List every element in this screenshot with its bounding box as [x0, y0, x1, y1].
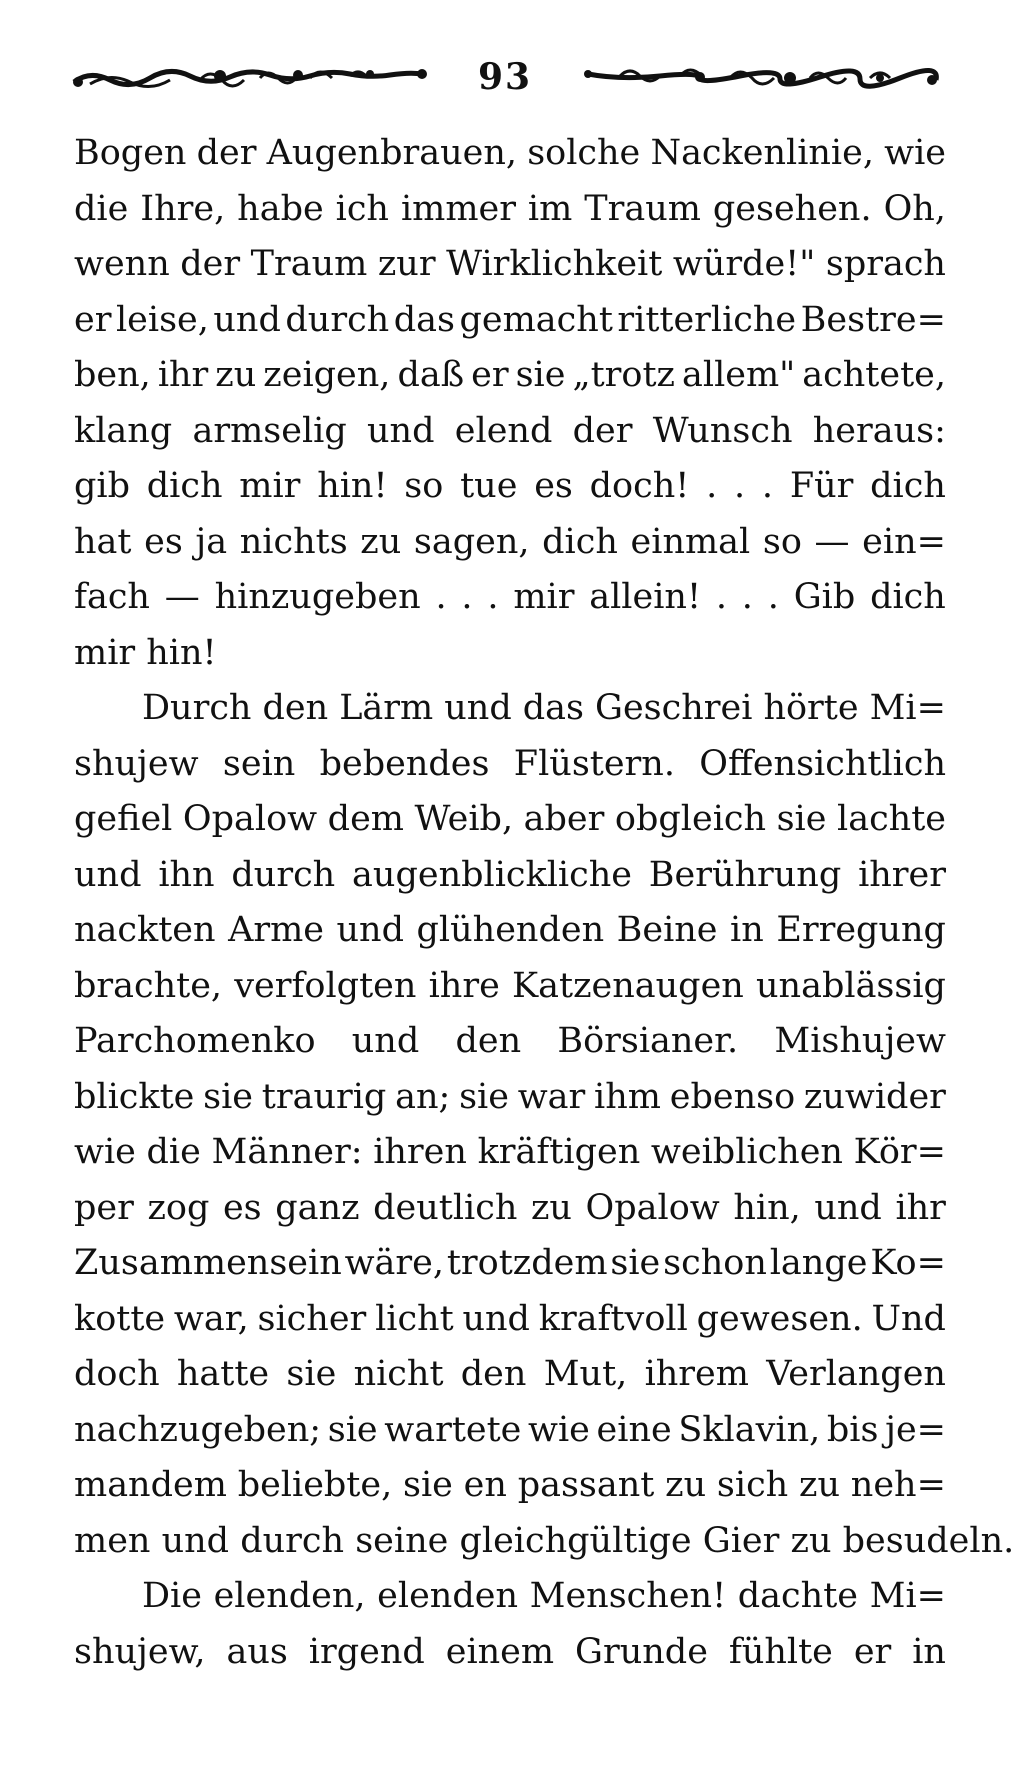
text-word: kräftigen [477, 1132, 641, 1172]
text-line [74, 626, 946, 682]
text-word: Ko= [870, 1243, 946, 1283]
text-word: nackten [74, 910, 216, 950]
text-word: Katzenaugen [511, 965, 744, 1006]
text-word: ihrem [644, 1354, 749, 1394]
text-word: schon [663, 1243, 767, 1283]
text-word: Beine [616, 910, 718, 950]
text-word: habe [237, 188, 324, 229]
text-word: . [461, 577, 473, 617]
text-word: ja [195, 521, 228, 562]
text-word: Ihre, [140, 188, 226, 229]
text-word: im [527, 188, 573, 229]
text-word: zeigen, [263, 355, 391, 395]
text-word: sie [515, 355, 566, 395]
text-word: zog [147, 1187, 210, 1228]
text-word: Durch [142, 688, 252, 728]
text-word: hat [74, 521, 132, 562]
text-word: einem [445, 1631, 555, 1672]
text-word: hin! [146, 632, 217, 673]
text-word: weiblichen [650, 1132, 843, 1172]
text-word: . [767, 577, 779, 617]
text-word: Bogen [74, 133, 187, 173]
text-word: men [74, 1520, 151, 1561]
text-line [74, 237, 946, 293]
text-word: kraftvoll [538, 1298, 688, 1339]
text-word: glühenden [416, 910, 605, 950]
text-word: Mishujew [774, 1021, 946, 1061]
text-word: seine [355, 1520, 449, 1561]
text-word: dich [870, 577, 946, 617]
text-word: und [462, 1298, 530, 1339]
text-word: zu [360, 521, 402, 562]
text-word: Weib, [414, 799, 514, 839]
text-word: sprach [825, 244, 946, 284]
text-word: deutlich [373, 1187, 518, 1228]
text-word: trotzdem [446, 1243, 608, 1283]
text-line [74, 792, 946, 848]
text-word: Wunsch [652, 410, 793, 451]
text-word: Berührung [648, 854, 842, 895]
text-word: ein= [862, 521, 946, 562]
text-word: sie [286, 1354, 337, 1394]
text-word: den [455, 1021, 522, 1061]
text-line [74, 681, 946, 737]
text-word: es [144, 521, 183, 562]
text-word: so [404, 466, 444, 506]
text-word: dachte [737, 1576, 858, 1616]
text-word: sie [459, 1076, 509, 1117]
text-word: licht [375, 1298, 454, 1339]
text-line [74, 570, 946, 626]
text-word: sagen, [413, 521, 530, 562]
text-word: gefiel [74, 799, 173, 839]
text-word: mandem [74, 1465, 227, 1505]
text-word: sie [403, 1465, 453, 1505]
text-line [74, 1014, 946, 1070]
text-word: nachzugeben; [74, 1409, 322, 1450]
text-word: ihn [158, 854, 215, 895]
text-word: Für [789, 466, 854, 506]
text-word: bis [826, 1409, 879, 1450]
text-line [74, 1458, 946, 1514]
text-word: Opalow [585, 1187, 720, 1228]
text-word: elenden [377, 1576, 518, 1616]
text-word: leise, [115, 299, 209, 340]
text-word: doch! [589, 466, 690, 506]
text-word: Börsianer. [557, 1021, 739, 1061]
text-word: er [74, 299, 112, 340]
text-word: immer [400, 188, 516, 229]
text-word: doch [74, 1354, 160, 1394]
text-word: Mi= [869, 688, 946, 728]
text-word: . [741, 577, 753, 617]
text-word: wie [884, 133, 946, 173]
text-word: traurig [261, 1076, 387, 1117]
text-word: wie [528, 1409, 590, 1450]
text-word: irgend [308, 1631, 425, 1672]
text-word: und [351, 1021, 420, 1061]
text-word: Mi= [869, 1576, 946, 1616]
text-word: ritterliche [617, 299, 797, 340]
text-line [74, 1347, 946, 1403]
text-word: . [706, 466, 718, 506]
text-word: durch [285, 299, 390, 340]
text-word: Gier [702, 1520, 780, 1561]
text-word: und [213, 299, 281, 340]
text-line [74, 1514, 1014, 1570]
text-word: neh= [850, 1465, 946, 1505]
text-word: und [336, 910, 404, 950]
text-word: blickte [74, 1076, 195, 1117]
text-word: sich [716, 1465, 789, 1505]
text-line [74, 737, 946, 793]
text-word: . [435, 577, 447, 617]
text-word: es [222, 1187, 262, 1228]
text-word: Gib [793, 577, 856, 617]
text-word: durch [240, 1520, 345, 1561]
text-word: per [74, 1187, 134, 1228]
page-header [70, 52, 940, 102]
text-word: Die [142, 1576, 202, 1616]
text-word: dem [327, 799, 404, 839]
text-word: zur [377, 244, 436, 284]
text-line [74, 1236, 946, 1292]
text-word: nicht [353, 1354, 444, 1394]
text-word: fach [74, 577, 150, 617]
text-word: er [471, 355, 509, 395]
text-word: war, [173, 1298, 249, 1339]
text-line [74, 126, 946, 182]
text-word: einmal [630, 521, 751, 562]
text-word: Arme [228, 910, 324, 950]
body-text [74, 126, 1014, 1680]
text-line [74, 515, 946, 571]
text-word: das [522, 688, 584, 728]
text-line [74, 1625, 946, 1681]
text-word: brachte, [74, 965, 223, 1006]
text-word: Verlangen [766, 1354, 946, 1394]
text-word: wie [74, 1132, 136, 1172]
text-word: war [517, 1076, 586, 1117]
text-word: verfolgten [234, 965, 417, 1006]
text-word: ihr [157, 355, 209, 395]
text-word: sie [203, 1076, 254, 1117]
text-word: ihr [895, 1187, 946, 1228]
text-word: gib [74, 466, 131, 506]
text-word: Oh, [883, 188, 946, 229]
text-word: eine [596, 1409, 672, 1450]
text-word: und [161, 1520, 230, 1561]
text-line [74, 1181, 946, 1237]
text-word: zu [215, 355, 257, 395]
text-word: gewesen. [696, 1298, 863, 1339]
text-word: in [730, 910, 764, 950]
text-word: sie [327, 1409, 378, 1450]
text-word: . [487, 577, 499, 617]
text-word: hin, [733, 1187, 801, 1228]
text-word: die [74, 188, 129, 229]
text-word: der [572, 410, 633, 451]
text-line [74, 459, 946, 515]
text-word: Geschrei [595, 688, 753, 728]
text-word: sie [776, 799, 827, 839]
text-word: den [460, 1354, 527, 1394]
text-word: gemacht [459, 299, 613, 340]
ornament-right-icon [580, 62, 940, 92]
text-line [74, 293, 946, 349]
text-word: zu [790, 1520, 832, 1561]
text-word: dich [146, 466, 223, 506]
text-word: beliebte, [237, 1465, 393, 1505]
text-word: die [146, 1132, 201, 1172]
text-line [74, 1292, 946, 1348]
text-word: hin! [317, 466, 388, 506]
text-line [74, 1569, 946, 1625]
text-word: ich [335, 188, 389, 229]
text-word: wenn [74, 244, 170, 284]
text-word: ebenso [669, 1076, 796, 1117]
text-word: Mut, [543, 1354, 628, 1394]
text-word: an; [395, 1076, 451, 1117]
text-word: Traum [584, 188, 701, 229]
text-word: elenden, [213, 1576, 366, 1616]
text-word: hörte [763, 688, 859, 728]
text-word: Zusammensein [74, 1243, 342, 1283]
text-word: allem" [682, 355, 796, 395]
text-word: Sklavin, [678, 1409, 821, 1450]
text-word: tue [460, 466, 518, 506]
text-word: Männer: [211, 1132, 363, 1172]
text-word: allein! [589, 577, 702, 617]
text-word: armselig [192, 410, 347, 451]
text-word: shujew [74, 743, 199, 784]
text-word: unablässig [756, 965, 946, 1006]
text-word: sie [610, 1243, 661, 1283]
text-word: . [734, 466, 746, 506]
text-word: aus [226, 1631, 288, 1672]
text-word: und [444, 688, 512, 728]
text-word: ben, [74, 355, 151, 395]
text-word: Augenbrauen, [266, 133, 518, 173]
text-word: Kör= [853, 1132, 946, 1172]
ornament-left-icon [70, 62, 430, 92]
text-word: dich [870, 466, 946, 506]
text-word: lange [769, 1243, 868, 1283]
text-word: kotte [74, 1298, 166, 1339]
text-word: fühlte [728, 1631, 833, 1672]
text-word: Offensichtlich [699, 743, 946, 784]
text-word: gesehen. [712, 188, 872, 229]
text-word: so [762, 521, 802, 562]
text-word: mir [74, 632, 136, 673]
text-word: solche [527, 133, 641, 173]
text-word: gleichgültige [459, 1520, 692, 1561]
text-word: bebendes [319, 743, 490, 784]
text-word: — [164, 577, 200, 617]
text-word: ihre [428, 965, 500, 1006]
text-word: hatte [176, 1354, 270, 1394]
text-word: sein [222, 743, 296, 784]
text-word: dich [542, 521, 618, 562]
text-word: ihren [373, 1132, 467, 1172]
text-word: Parchomenko [74, 1021, 316, 1061]
text-word: lachte [837, 799, 946, 839]
text-word: Traum [250, 244, 368, 284]
text-word: durch [231, 854, 336, 895]
text-line [74, 1125, 946, 1181]
text-word: wäre, [344, 1243, 444, 1283]
text-word: Wirklichkeit [446, 244, 663, 284]
text-word: hinzugeben [214, 577, 421, 617]
text-word: sicher [257, 1298, 367, 1339]
text-word: Menschen! [529, 1576, 727, 1616]
text-word: . [715, 577, 727, 617]
text-word: Nackenlinie, [650, 133, 874, 173]
text-word: ganz [275, 1187, 360, 1228]
text-word: in [912, 1631, 946, 1672]
text-word: ihrer [858, 854, 946, 895]
text-word: klang [74, 410, 173, 451]
page-number: 93 [477, 56, 533, 98]
text-word: je= [885, 1409, 946, 1450]
text-word: nichts [239, 521, 348, 562]
text-line [74, 959, 946, 1015]
text-word: Bestre= [800, 299, 946, 340]
text-word: es [534, 466, 573, 506]
text-word: zu [665, 1465, 707, 1505]
text-word: „trotz [572, 355, 675, 395]
text-word: Erregung [776, 910, 946, 950]
text-word: besudeln. [842, 1520, 1014, 1561]
text-word: shujew, [74, 1631, 206, 1672]
text-word: mir [239, 466, 301, 506]
text-word: . [761, 466, 774, 506]
text-word: passant [517, 1465, 655, 1505]
text-word: und [367, 410, 435, 451]
text-word: den [262, 688, 329, 728]
text-word: und [814, 1187, 882, 1228]
text-word: Opalow [182, 799, 318, 839]
text-word: und [74, 854, 142, 895]
text-word: zu [799, 1465, 840, 1505]
text-line [74, 848, 946, 904]
text-line [74, 348, 946, 404]
text-word: heraus: [812, 410, 946, 451]
text-word: Grunde [575, 1631, 708, 1672]
text-word: — [814, 521, 850, 562]
text-line [74, 1403, 946, 1459]
text-word: wartete [384, 1409, 522, 1450]
text-word: der [196, 133, 257, 173]
text-line [74, 404, 946, 460]
text-word: elend [454, 410, 553, 451]
text-word: Und [871, 1298, 946, 1339]
text-word: achtete, [802, 355, 946, 395]
text-word: Lärm [339, 688, 434, 728]
text-word: er [853, 1631, 892, 1672]
text-word: zuwider [803, 1076, 946, 1117]
text-word: mir [513, 577, 575, 617]
text-word: zu [530, 1187, 572, 1228]
text-line [74, 1070, 946, 1126]
text-word: augenblickliche [352, 854, 632, 895]
text-word: aber [523, 799, 605, 839]
text-word: ihm [594, 1076, 661, 1117]
text-word: der [180, 244, 241, 284]
text-word: Flüstern. [513, 743, 675, 784]
text-word: das [393, 299, 455, 340]
text-line [74, 903, 946, 959]
text-word: en [463, 1465, 507, 1505]
text-word: daß [397, 355, 465, 395]
text-word: obgleich [614, 799, 767, 839]
text-line [74, 182, 946, 238]
text-word: würde!" [672, 244, 816, 284]
